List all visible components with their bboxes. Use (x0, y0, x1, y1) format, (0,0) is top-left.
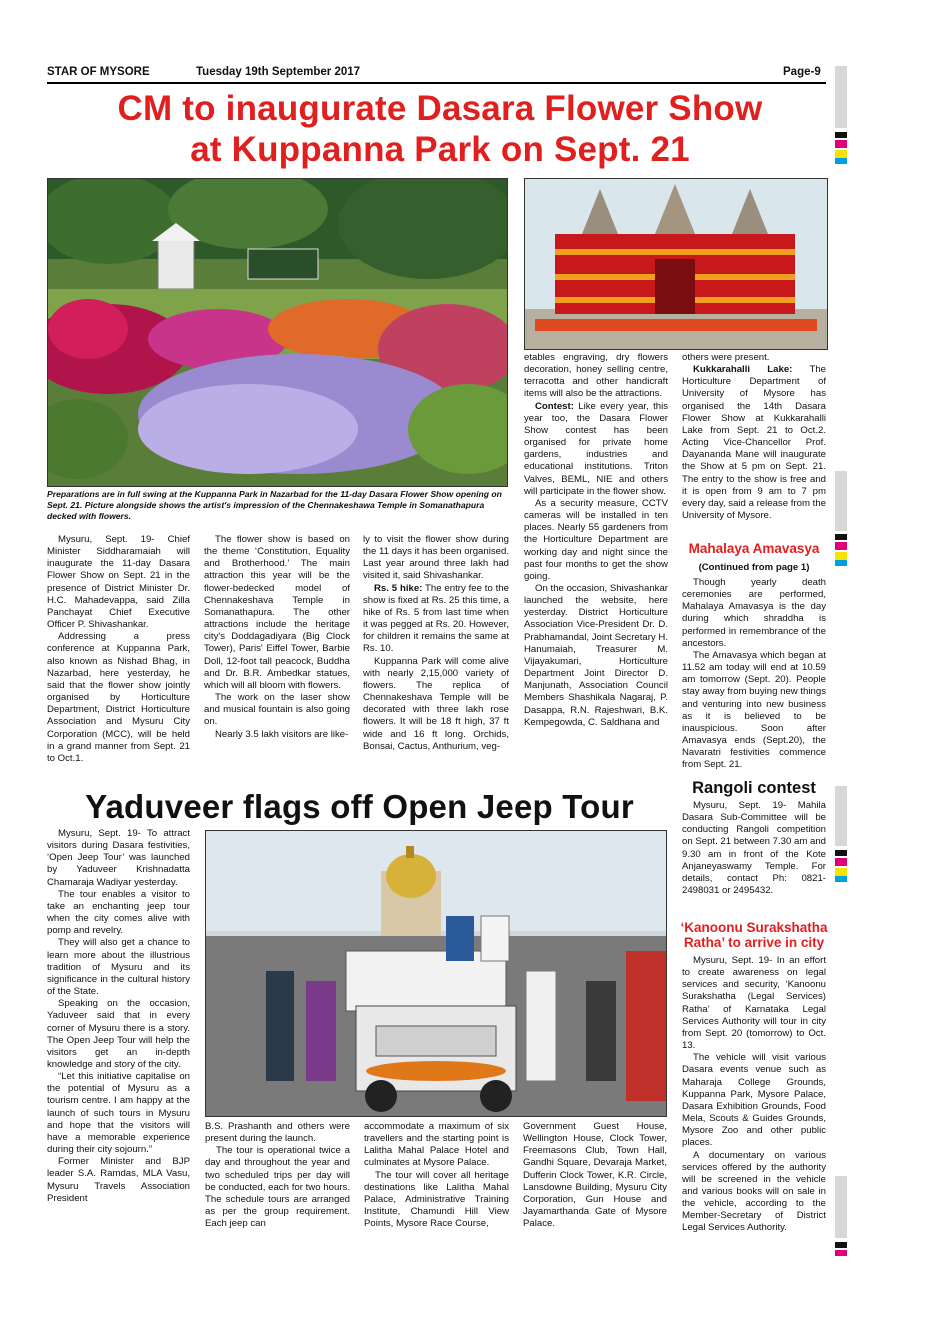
masthead-rule (47, 82, 826, 84)
lead-col-4-p3: As a security measure, CCTV cameras will be installed in ten places. Nearly 55 gardeners from the Horticulture Department are working day and night since the past four months to get the show going. (524, 497, 668, 582)
kukkarahalli-label: Kukkarahalli Lake: (693, 364, 793, 376)
jeep-col-1-p6: Former Minister and BJP leader S.A. Ramdas, MLA Vasu, Mysuru Travels Association President (47, 1156, 190, 1204)
lead-col-2 (204, 534, 350, 741)
mahalaya-p2: The Amavasya which began at 11.52 am today will end at 10.59 am tomorrow (Sept. 20). People stay away from buying new things and venturing into new business as it is believed to be inauspicious. Soon after Amavasya ends (Sept.20), the Navaratri festivities commence from Sept. 21. (682, 649, 826, 771)
kanoonu-title-line2: Ratha’ to arrive in city (683, 935, 825, 950)
lead-col-3-p3: Kuppanna Park will come alive with nearly 2,15,000 variety of flowers. The replica of Chennakeshava Temple will be decorated with three lakh rose flowers. It will be 18 ft high, 37 ft wide and 16 ft long. Orchids, Bonsai, Cactus, Anthurium, veg- (363, 655, 509, 752)
lead-headline-line2: at Kuppanna Park on Sept. 21 (190, 130, 690, 169)
jeep-col-1-p2: The tour enables a visitor to take an enchanting jeep tour when the city comes alive with pomp and revelry. (47, 888, 190, 937)
jeep-col-1 (47, 828, 190, 1205)
mahalaya-body (682, 577, 826, 772)
lead-col-1 (47, 534, 190, 765)
jeep-col-4 (523, 1121, 667, 1230)
kanoonu-p2: The vehicle will visit various Dasara events venue such as Maharaja College Grounds, Kuppanna Park, Mysore Palace, Dasara Exhibition Grounds, Food Mela, Scouts & Guides Grounds, Mysore Zoo and other public places. (682, 1052, 826, 1149)
kukkarahalli-text: The Horticulture Department of University of Mysore has organised the 14th Dasara Flower Show at Kukkarahalli Lake from Sept. 21 to Oct.2. Acting Vice-Chancellor Prof. Dayananda Mane will inaugurate the Show at 5 pm on Sept. 21. The entry to the show is free and it is open from 9 am to 7 pm every day, said a release from the University of Mysore. (682, 364, 826, 522)
lead-col-2-p1: The flower show is based on the theme ‘Constitution, Equality and Brotherhood.’ The main attraction this year will be the flower-bedecked model of Chennakeshava Temple in Somanathapura. The other attractions include the heritage city's Doddagadiyara (Big Clock Tower), Paris' Eiffel Tower, Barbie Doll, 12-foot tall peacock, Buddha and Dr. B.R. Ambedkar statues, which will all bloom with flowers. (204, 534, 350, 691)
masthead-page: Page-9 (783, 66, 821, 78)
lead-photo-caption: Preparations are in full swing at the Kuppanna Park in Nazarbad for the 11-day Dasara Flower Show opening on Sept. 21. Picture alongside shows the artist's impression of the Chennakeshawa Temple in Somanathapura decked with flowers. (47, 489, 502, 522)
lead-col-1-p2: Addressing a press conference at Kuppanna Park, also known as Nishad Bhag, in Nazarbad, here yesterday, he said that the flower show jointly organised by Horticulture Department, District Horticulture Association and Mysuru City Corporation (MCC), will be held in a grand manner from Sept. 21 to Oct.1. (47, 631, 190, 764)
lead-headline-line1: CM to inaugurate Dasara Flower Show (117, 89, 763, 128)
mahalaya-continued: (Continued from page 1) (698, 562, 810, 573)
lead-col-5 (682, 352, 826, 522)
kanoonu-p3: A documentary on various services offered by the authority will be screened in the vehicle and various books will on sale in the vehicle, according to the Member-Secretary of District Legal Services Authority. (682, 1149, 826, 1234)
lead-col-2-p2: The work on the laser show and musical fountain is also going on. (204, 692, 350, 728)
jeep-col-3-p1: accommodate a maximum of six travellers and the starting point is Lalitha Mahal Palace Hotel and culminates at Mysore Palace. (364, 1121, 509, 1169)
jeep-col-2-p2: The tour is operational twice a day and throughout the year and two scheduled trips per day will be conducted, each for two hours. The schedule tours are arranged as per the group requirement. Each jeep can (205, 1145, 350, 1230)
jeep-col-3-p2: The tour will cover all heritage destinations like Lalitha Mahal Palace, Administrative Training Institute, Chamundi Hill View Points, Mysore Race Course, (364, 1169, 509, 1230)
open-jeep-photo (205, 830, 667, 1117)
jeep-headline: Yaduveer flags off Open Jeep Tour (85, 788, 634, 825)
masthead-date: Tuesday 19th September 2017 (196, 66, 361, 78)
rangoli-p1: Mysuru, Sept. 19- Mahila Dasara Sub-Committee will be conducting Rangoli competition on Sept. 21 between 7.30 am and 9.30 am in front of the Kote Anjaneyaswamy Temple. For details, contact Ph: 0821-2498031 or 2495432. (682, 800, 827, 897)
lead-col-3 (363, 534, 509, 753)
rangoli-title: Rangoli contest (692, 779, 816, 797)
mahalaya-title: Mahalaya Amavasya (688, 541, 820, 556)
lead-col-3-p1: ly to visit the flower show during the 11 days it has been organised. Last year around three lakh had visited it, said Shivashankar. (363, 534, 509, 582)
jeep-col-1-p4: Speaking on the occasion, Yaduveer said that in every corner of Mysuru there is a story. The Open Jeep Tour will help the visitors get an in-depth knowledge and story of the city. (47, 998, 190, 1070)
fee-hike-text: The entry fee to the show is fixed at Rs. 25 this time, a hike of Rs. 5 from last time when it was pegged at Rs. 20. However, for children it remains the same at Rs. 10. (363, 582, 509, 655)
contest-text: Like every year, this year too, the Dasara Flower Show contest has been organised for private home gardens, industries and educational institutions. Triton Valves, BEML, NIE and others will participate in the flower show. (524, 400, 668, 497)
fee-hike-label: Rs. 5 hike: (374, 582, 423, 594)
rangoli-body (682, 800, 826, 897)
lead-col-2-p3: Nearly 3.5 lakh visitors are like- (215, 728, 349, 740)
lead-col-1-p1: Mysuru, Sept. 19- Chief Minister Siddharamaiah will inaugurate the 11-day Dasara Flower Show on Sept. 21 in the presence of District Minister Dr. H.C. Mahadevappa, said Zilla Panchayat Chief Executive Officer P. Shivashankar. (47, 534, 190, 631)
jeep-col-1-p1: Mysuru, Sept. 19- To attract visitors during Dasara festivities, ‘Open Jeep Tour’ was launched by Yaduveer Krishnadatta Chamaraja Wadiyar yesterday. (47, 828, 190, 888)
lead-col-5-p1: others were present. (682, 352, 770, 363)
temple-replica-photo (524, 178, 828, 350)
mahalaya-p1: Though yearly death ceremonies are performed, Mahalaya Amavasya is the day during which shraddha is performed in remembrance of the ancestors. (682, 577, 826, 649)
jeep-col-4-p1: Government Guest House, Wellington House, Clock Tower, Freemasons Club, Town Hall, Gandhi Square, Devaraja Market, Dufferin Clock Tower, K.R. Circle, Lansdowne Building, Mysuru City Corporation, Gun House and Jayamarthanda Gate of Mysore Palace. (523, 1121, 667, 1230)
lead-col-4-p1: etables engraving, dry flowers decoration, honey selling centre, terracotta and other handicraft items will also be the attractions. (524, 352, 668, 400)
lead-col-4-p4: On the occasion, Shivashankar launched the website, here yesterday. District Horticulture Association Vice-President Dr. D. Prabhamandal, Joint Secretary H. Hanumaiah, Treasurer M. Vijayakumari, Horticulture Department Joint Director D. Manjunath, Association Council Members Shashikala Nagaraj, P. Dasappa, R.N. Rajeshwari, B.K. Kempegowda, C. Saldhana and (524, 582, 668, 728)
flower-show-photo (47, 178, 508, 487)
kanoonu-title-line1: ‘Kanoonu Surakshatha (680, 920, 828, 935)
contest-label: Contest: (535, 400, 574, 412)
lead-headline (40, 88, 840, 170)
registration-strip (835, 66, 847, 1256)
masthead-paper: STAR OF MYSORE (47, 66, 150, 78)
jeep-col-1-p3: They will also get a chance to learn more about the illustrious tradition of Mysuru and its significance in the cultural history of the State. (47, 937, 190, 998)
jeep-col-3 (364, 1121, 509, 1230)
jeep-col-2 (205, 1121, 350, 1230)
kanoonu-body (682, 955, 826, 1235)
kanoonu-title (680, 920, 828, 950)
jeep-col-1-p5: “Let this initiative capitalise on the potential of Mysuru as a tourism centre. I am happy at the launch of such tours in Mysuru and hope that the visitors will have a memorable experience during their city sojourn.” (47, 1071, 190, 1156)
jeep-col-2-p1: B.S. Prashanth and others were present during the launch. (205, 1121, 350, 1145)
kanoonu-p1: Mysuru, Sept. 19- In an effort to create awareness on legal services and security, ‘Kanoonu Surakshatha (Legal Services) Ratha’ of Karnataka Legal Services Authority will tour in city from Sept. 20 (tomorrow) to Oct. 13. (682, 955, 826, 1052)
lead-col-4 (524, 352, 668, 729)
